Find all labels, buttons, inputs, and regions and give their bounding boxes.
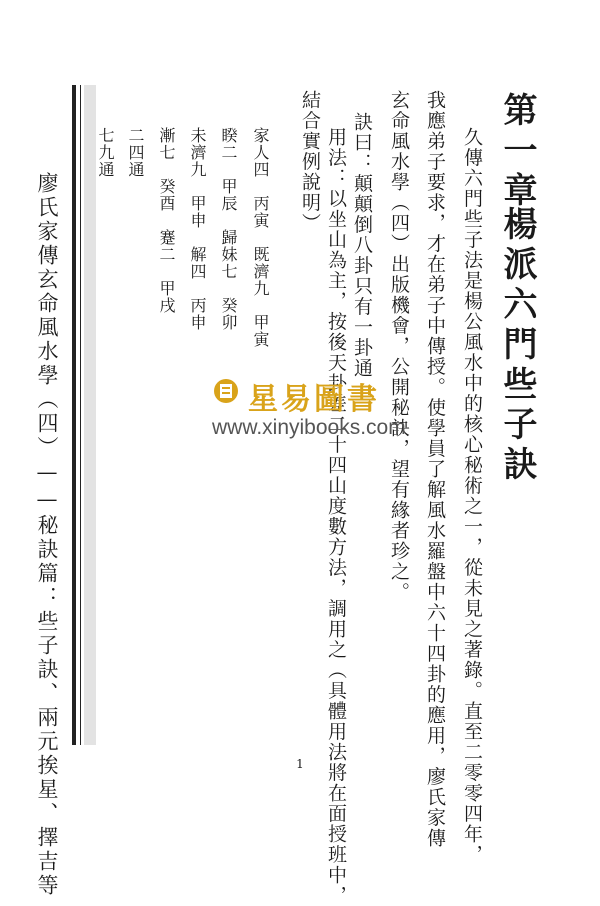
body-line-1: 久傳六門些子法是楊公風水中的核心秘術之一，從未見之著錄。直至二零零四年，: [461, 127, 483, 865]
running-title: 廖氏家傳玄命風水學（四）——秘訣篇：些子訣、兩元挨星、擇吉等: [35, 172, 59, 898]
body-line-6: 結合實例說明）: [299, 90, 321, 234]
table-row-6: 七九通: [96, 127, 115, 178]
body-line-2: 我應弟子要求，才在弟子中傳授。使學員了解風水羅盤中六十四卦的應用，廖氏家傳: [424, 90, 446, 849]
page-number: 1: [296, 757, 304, 771]
body-line-3: 玄命風水學（四）出版機會，公開秘訣，望有緣者珍之。: [388, 90, 410, 603]
watermark-url: www.xinyibooks.com: [212, 416, 406, 439]
table-row-4: 漸七 癸酉 蹇二 甲戌: [157, 127, 176, 314]
body-line-5: 用法：以坐山為主，按後天卦差二十四山度數方法，調用之（具體用法將在面授班中，: [325, 127, 347, 906]
table-row-1: 家人四 丙寅 既濟九 甲寅: [251, 127, 270, 348]
side-rule-thin: [80, 85, 81, 745]
chapter-title: 楊派六門些子訣: [497, 206, 537, 486]
watermark-brand: 星易圖書: [248, 382, 380, 417]
watermark-logo-icon: [212, 377, 240, 405]
side-rule-thick: [72, 85, 76, 745]
chapter-number: 第一章: [497, 92, 537, 212]
table-row-5: 二四通: [126, 127, 145, 178]
body-line-4: 訣曰：顛顛倒八卦只有一卦通: [351, 112, 373, 379]
table-row-2: 睽二 甲辰 歸妹七 癸卯: [219, 127, 238, 331]
side-shade: [84, 85, 96, 745]
table-row-3: 未濟九 甲申 解四 丙申: [188, 127, 207, 331]
